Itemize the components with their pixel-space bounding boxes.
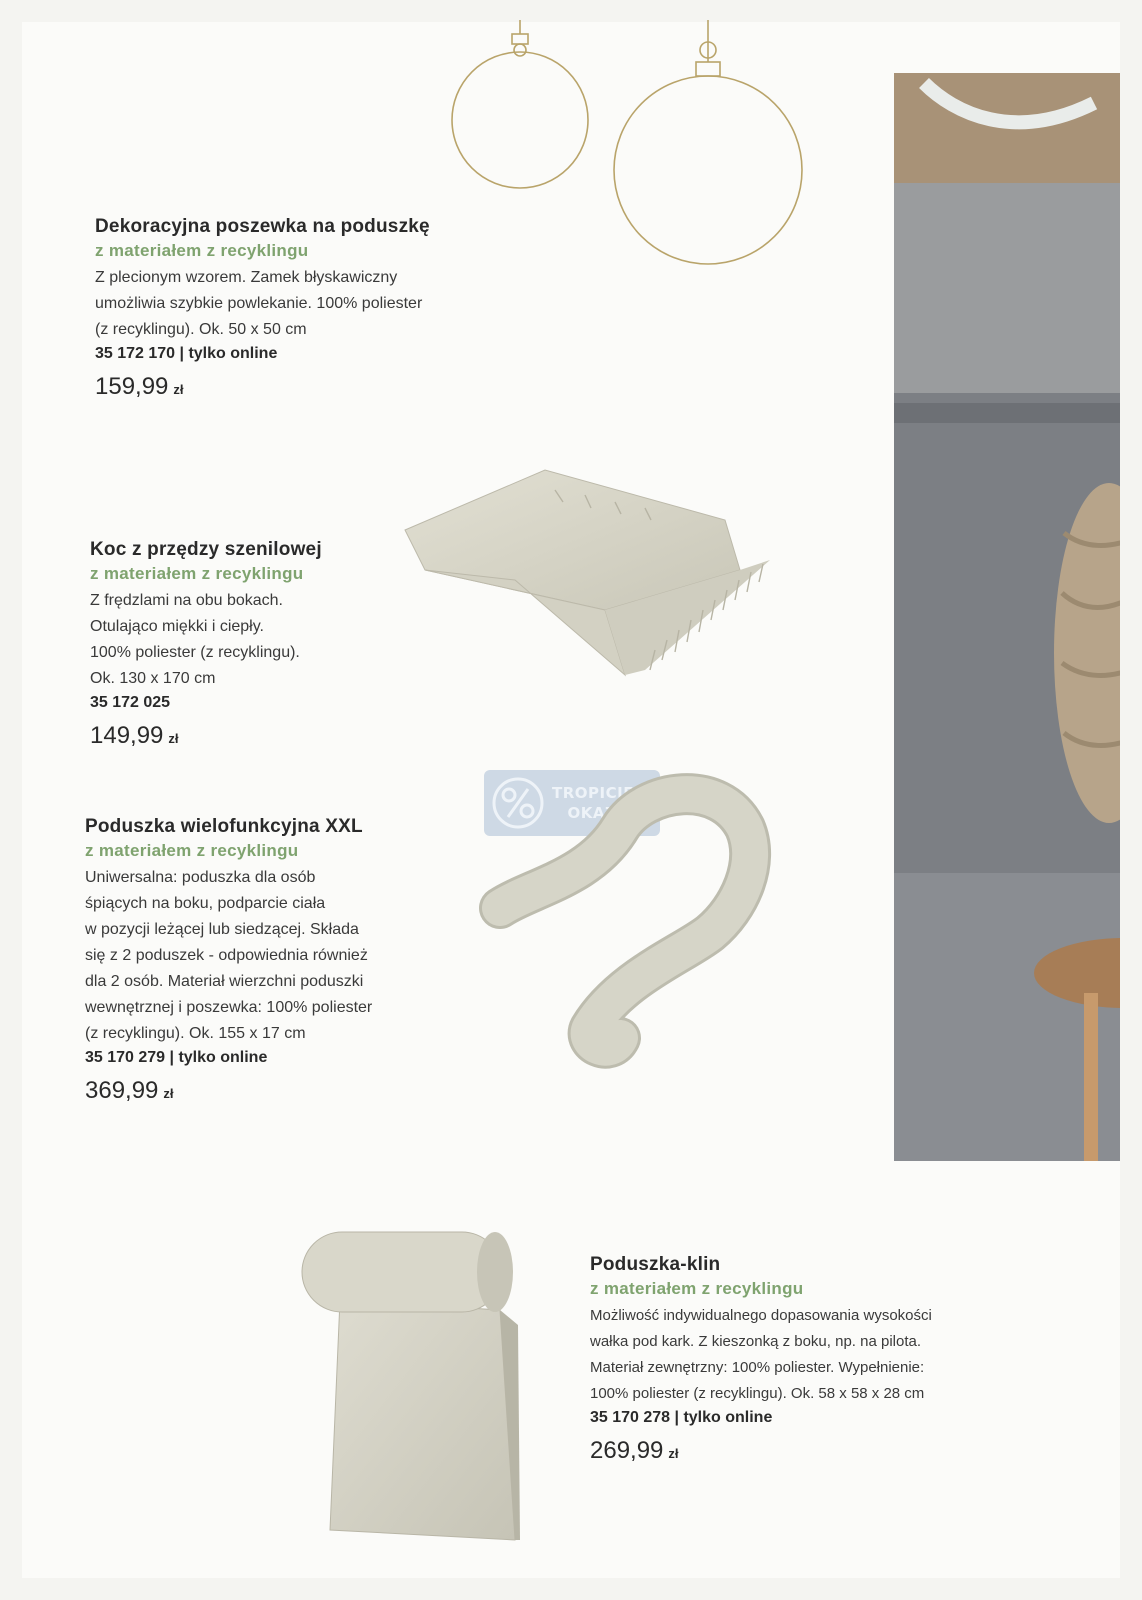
wedge-pillow-image bbox=[290, 1210, 530, 1560]
product-cushion-cover bbox=[95, 216, 515, 401]
desc-line: 100% poliester (z recyklingu). Ok. 58 x 58 x 28 cm bbox=[590, 1385, 925, 1402]
product-code: 35 170 278 | tylko online bbox=[590, 1409, 773, 1426]
product-tag: z materiałem z recyklingu bbox=[90, 564, 304, 583]
price-currency: zł bbox=[668, 1446, 679, 1461]
product-description bbox=[95, 265, 515, 343]
desc-line: Otulająco miękki i ciepły. bbox=[90, 618, 264, 635]
product-tag: z materiałem z recyklingu bbox=[85, 841, 299, 860]
product-code: 35 172 025 bbox=[90, 694, 171, 711]
product-description bbox=[85, 865, 465, 1047]
price-value: 369,99 bbox=[85, 1077, 159, 1104]
product-code: 35 172 170 | tylko online bbox=[95, 345, 278, 362]
desc-line: umożliwia szybkie powlekanie. 100% poliester bbox=[95, 295, 423, 312]
price-value: 269,99 bbox=[590, 1437, 664, 1464]
price-value: 149,99 bbox=[90, 722, 164, 749]
desc-line: śpiących na boku, podparcie ciała bbox=[85, 895, 326, 912]
product-chenille-blanket bbox=[90, 539, 390, 750]
price-currency: zł bbox=[163, 1086, 174, 1101]
product-price bbox=[95, 373, 515, 401]
desc-line: wałka pod kark. Z kieszonką z boku, np. na pilota. bbox=[590, 1333, 922, 1350]
price-value: 159,99 bbox=[95, 373, 169, 400]
desc-line: Z plecionym wzorem. Zamek błyskawiczny bbox=[95, 269, 398, 286]
price-currency: zł bbox=[173, 382, 184, 397]
desc-line: (z recyklingu). Ok. 50 x 50 cm bbox=[95, 321, 307, 338]
product-description bbox=[90, 588, 390, 692]
product-price bbox=[590, 1437, 1050, 1465]
sofa-photo bbox=[894, 73, 1120, 1161]
desc-line: Ok. 130 x 170 cm bbox=[90, 670, 216, 687]
product-code: 35 170 279 | tylko online bbox=[85, 1049, 268, 1066]
product-name: Dekoracyjna poszewka na poduszkę bbox=[95, 216, 430, 237]
desc-line: (z recyklingu). Ok. 155 x 17 cm bbox=[85, 1025, 306, 1042]
desc-line: 100% poliester (z recyklingu). bbox=[90, 644, 300, 661]
desc-line: wewnętrznej i poszewka: 100% poliester bbox=[85, 999, 373, 1016]
product-tag: z materiałem z recyklingu bbox=[95, 241, 309, 260]
desc-line: się z 2 poduszek - odpowiednia również bbox=[85, 947, 368, 964]
product-tag: z materiałem z recyklingu bbox=[590, 1279, 804, 1298]
desc-line: Możliwość indywidualnego dopasowania wysokości bbox=[590, 1307, 932, 1324]
desc-line: Uniwersalna: poduszka dla osób bbox=[85, 869, 316, 886]
product-description bbox=[590, 1303, 1050, 1407]
price-currency: zł bbox=[168, 731, 179, 746]
product-price bbox=[85, 1077, 465, 1105]
product-name: Poduszka wielofunkcyjna XXL bbox=[85, 816, 363, 837]
desc-line: Materiał zewnętrzny: 100% poliester. Wypełnienie: bbox=[590, 1359, 925, 1376]
desc-line: Z frędzlami na obu bokach. bbox=[90, 592, 283, 609]
blanket-image bbox=[395, 460, 795, 695]
product-name: Poduszka-klin bbox=[590, 1254, 721, 1275]
product-price bbox=[90, 722, 390, 750]
watermark-line: TROPICIEL bbox=[552, 784, 645, 802]
product-wedge-pillow bbox=[590, 1254, 1050, 1465]
desc-line: w pozycji leżącej lub siedzącej. Składa bbox=[85, 921, 359, 938]
product-xxl-pillow bbox=[85, 816, 465, 1105]
desc-line: dla 2 osób. Materiał wierzchni poduszki bbox=[85, 973, 364, 990]
watermark-line: OKAZJI bbox=[567, 804, 629, 822]
product-name: Koc z przędzy szenilowej bbox=[90, 539, 322, 560]
body-pillow-image bbox=[470, 768, 790, 1078]
